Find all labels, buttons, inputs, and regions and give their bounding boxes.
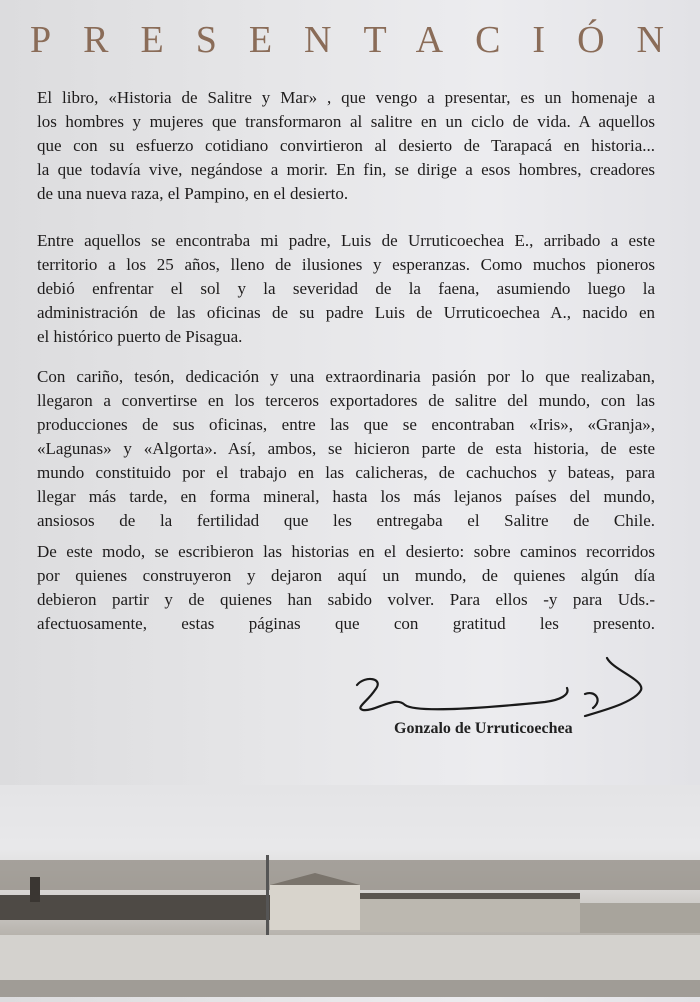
text-line: los hombres y mujeres que transformaron al salitre en un ciclo de vida. A aquellos (37, 112, 655, 131)
text-line: ansiosos de la fertilidad que les entregaba el Salitre de Chile. (37, 511, 655, 530)
text-line: de una nueva raza, el Pampino, en el desierto. (37, 184, 349, 203)
text-line: que con su esfuerzo cotidiano convirtieron al desierto de Tarapacá en historia... (37, 136, 655, 155)
text-line: llegaron a convertirse en los terceros exportadores de salitre del mundo, con las (37, 391, 655, 410)
text-line: Con cariño, tesón, dedicación y una extraordinaria pasión por lo que realizaban, (37, 367, 655, 386)
text-line: Entre aquellos se encontraba mi padre, Luis de Urruticoechea E., arribado a este (37, 231, 655, 250)
text-line: debió enfrentar el sol y la severidad de la faena, asumiendo luego la (37, 279, 655, 298)
paragraph-3 (37, 365, 655, 533)
paragraph-2 (37, 229, 655, 349)
text-line: llegar más tarde, en forma mineral, hasta los más lejanos países del mundo, (37, 487, 655, 506)
handwritten-signature (345, 650, 655, 730)
text-line: debieron partir y de quienes han sabido volver. Para ellos -y para Uds.- (37, 590, 655, 609)
paragraph-4 (37, 540, 655, 636)
text-line: afectuosamente, estas páginas que con gratitud les presento. (37, 614, 655, 633)
historic-saltpeter-works-photo (0, 785, 700, 997)
text-line: mundo constituido por el trabajo en las calicheras, de cachuchos y bateas, para (37, 463, 655, 482)
text-line: De este modo, se escribieron las historias en el desierto: sobre caminos recorridos (37, 542, 655, 561)
text-line: El libro, «Historia de Salitre y Mar» , que vengo a presentar, es un homenaje a (37, 88, 655, 107)
text-line: administración de las oficinas de su padre Luis de Urruticoechea A., nacido en (37, 303, 655, 322)
paragraph-1 (37, 86, 655, 206)
signature-name: Gonzalo de Urruticoechea (394, 720, 573, 737)
photo-scene (0, 785, 700, 997)
text-line: por quienes construyeron y dejaron aquí un mundo, de quienes algún día (37, 566, 655, 585)
text-line: la que todavía vive, negándose a morir. En fin, se dirige a esos hombres, creadores (37, 160, 655, 179)
text-line: «Lagunas» y «Algorta». Así, ambos, se hicieron parte de esta historia, de este (37, 439, 655, 458)
text-line: territorio a los 25 años, lleno de ilusiones y esperanzas. Como muchos pioneros (37, 255, 655, 274)
text-line: el histórico puerto de Pisagua. (37, 327, 243, 346)
page-title: PRESENTACIÓN (30, 19, 696, 61)
text-line: producciones de sus oficinas, entre las que se encontraban «Iris», «Granja», (37, 415, 655, 434)
